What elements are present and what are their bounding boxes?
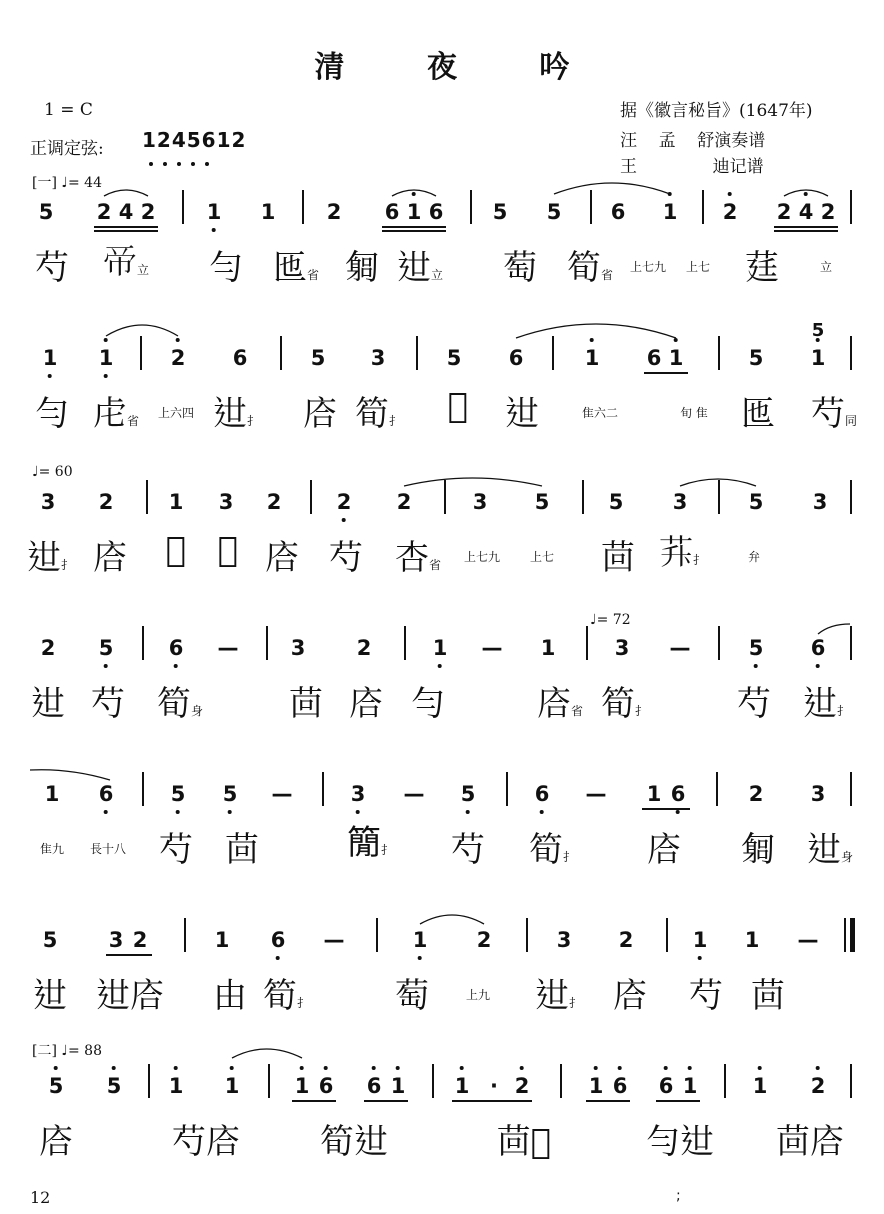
tablature-glyph: 𠣌: [165, 530, 187, 570]
tablature-glyph: 茴: [751, 976, 785, 1016]
tablature-glyph: 茴: [225, 830, 259, 870]
note: 2: [618, 928, 634, 952]
tablature-glyph: 勻: [411, 684, 445, 724]
note: 2: [326, 200, 342, 224]
note: 2: [396, 490, 412, 514]
note: 1: [683, 1074, 698, 1098]
tablature-glyph: 𨑬扌: [26, 538, 74, 578]
note: 5: [748, 490, 764, 514]
tablature-glyph: 匜: [741, 394, 775, 434]
note: 2: [266, 490, 282, 514]
tablature-glyph: 芍同: [810, 394, 858, 434]
tablature-glyph: 𢈈省: [536, 684, 584, 724]
tablature-glyph: 隹九: [39, 842, 65, 856]
tablature-glyph: 上七九: [463, 550, 501, 564]
note: 1: [693, 928, 708, 952]
tablature-glyph: 𢂇立: [102, 243, 150, 283]
note: 2: [98, 490, 114, 514]
stray-mark: ;: [676, 1188, 681, 1204]
note: 6: [384, 200, 400, 224]
note: 1: [391, 1074, 406, 1098]
note: 6: [671, 782, 686, 806]
note: —: [585, 782, 607, 806]
tablature-glyph: 勻𨑬: [646, 1122, 714, 1162]
tablature-glyph: 𢈈: [303, 394, 337, 434]
tablature-glyph: 𥳑扌: [346, 823, 394, 863]
tempo-marking: ♩= 72: [590, 612, 631, 628]
note: 5: [534, 490, 550, 514]
slur-marks: [30, 782, 854, 822]
note: 6: [610, 200, 626, 224]
tablature-glyph: 由: [213, 976, 247, 1016]
tablature-glyph: 茴𢈈: [776, 1122, 844, 1162]
tablature-glyph: 𨑬立: [396, 248, 444, 288]
note: 1: [811, 346, 826, 370]
tablature-glyph: 𨑬: [31, 684, 65, 724]
note: 6: [99, 782, 114, 806]
note: 2: [748, 782, 764, 806]
note: 6: [428, 200, 444, 224]
tablature-glyph: 芍: [91, 684, 125, 724]
tablature-glyph: 芍: [35, 248, 69, 288]
tablature-glyph: 茴𡊮: [496, 1122, 552, 1162]
staff-row-3: [26, 490, 854, 630]
tablature-glyph: 𨑬扌: [534, 976, 582, 1016]
tablature-glyph: 𦭊扌: [658, 533, 706, 573]
note: 5: [546, 200, 562, 224]
tablature-glyph: 芍: [689, 976, 723, 1016]
tablature-glyph: 芍: [329, 538, 363, 578]
tablature-glyph: 上七: [685, 260, 711, 274]
note: 3: [290, 636, 306, 660]
note: 3: [556, 928, 572, 952]
note: —: [217, 636, 239, 660]
note: 5: [38, 200, 54, 224]
tablature-glyph: 匔: [741, 830, 775, 870]
note: 3: [812, 490, 828, 514]
note: 1: [753, 1074, 768, 1098]
tuning-notes: 1245612: [142, 128, 247, 152]
note: 5: [748, 346, 764, 370]
tablature-glyph: 𨑬扌: [212, 394, 260, 434]
tablature-glyph: 𨑬: [505, 394, 539, 434]
note: 4: [118, 200, 134, 224]
tablature-glyph: 萄: [503, 248, 537, 288]
tablature-glyph: 𢈈: [349, 684, 383, 724]
section-label-1: [一]: [32, 175, 57, 191]
note: ·: [490, 1074, 498, 1098]
note: —: [797, 928, 819, 952]
note: 5: [492, 200, 508, 224]
slur-marks: [30, 346, 854, 386]
note: 2: [356, 636, 372, 660]
tablature-glyph: 弁: [747, 550, 761, 564]
note: 1: [407, 200, 422, 224]
note: 4: [799, 200, 814, 224]
note: 6: [169, 636, 184, 660]
note: 6: [535, 782, 550, 806]
slur-marks: [30, 928, 854, 968]
note: 3: [672, 490, 688, 514]
note: 2: [96, 200, 112, 224]
note: 6: [232, 346, 248, 370]
tablature-glyph: 𢈈: [39, 1122, 73, 1162]
page-number: 12: [30, 1188, 51, 1207]
tablature-glyph: 𢈈: [613, 976, 647, 1016]
piece-title: 清 夜 吟: [314, 50, 606, 85]
staff-row-7: [30, 1074, 854, 1214]
note: 6: [811, 636, 826, 660]
note: 2: [515, 1074, 530, 1098]
note: 1: [663, 200, 678, 224]
tablature-glyph: 筍身: [156, 684, 204, 724]
tablature-glyph: 𢈈: [647, 830, 681, 870]
note: —: [323, 928, 345, 952]
tablature-glyph: 立: [819, 260, 833, 274]
note: 6: [508, 346, 524, 370]
note: 1: [744, 928, 760, 952]
tablature-glyph: 茴: [289, 684, 323, 724]
tablature-glyph: 𨑬扌: [802, 684, 850, 724]
note: 1: [295, 1074, 310, 1098]
note: 5: [461, 782, 476, 806]
slur-marks: [30, 490, 854, 530]
note: 6: [319, 1074, 334, 1098]
note: 1: [669, 346, 684, 370]
tablature-glyph: 筍扌: [600, 684, 648, 724]
tempo-marking: ♩= 60: [32, 464, 73, 480]
note: 1: [455, 1074, 470, 1098]
slur-marks: [30, 200, 854, 240]
staff-row-4: [30, 636, 854, 776]
note: 1: [646, 782, 662, 806]
note: 5: [749, 636, 764, 660]
tablature-glyph: 筍𨑬: [320, 1122, 388, 1162]
note: 3: [472, 490, 488, 514]
tablature-glyph: 茴: [601, 538, 635, 578]
tablature-glyph: 上七九: [629, 260, 667, 274]
slur-marks: [30, 636, 854, 676]
tablature-glyph: 𧆞: [217, 530, 239, 570]
note: 2: [476, 928, 492, 952]
section-label-2: [二]: [32, 1043, 57, 1059]
tablature-glyph: 𢈈: [265, 538, 299, 578]
note: 3: [614, 636, 630, 660]
note: —: [271, 782, 293, 806]
tablature-glyph: 杏省: [394, 538, 442, 578]
note: 5: [107, 1074, 122, 1098]
source-note: 据《徽言秘旨》(1647年): [620, 101, 813, 121]
note: 1: [169, 1074, 184, 1098]
tablature-glyph: 勻: [35, 394, 69, 434]
note: —: [669, 636, 691, 660]
staff-row-5: [30, 782, 854, 922]
tablature-glyph: 筍扌: [354, 394, 402, 434]
tablature-glyph: 虍省: [92, 394, 140, 434]
tablature-glyph: 莛: [745, 248, 779, 288]
chord-note: 5: [811, 320, 825, 341]
staff-row-6: [30, 928, 854, 1068]
note: 2: [171, 346, 186, 370]
note: 1: [214, 928, 230, 952]
note: 5: [171, 782, 186, 806]
tablature-glyph: 𨑬: [33, 976, 67, 1016]
note: 6: [613, 1074, 628, 1098]
note: 2: [40, 636, 56, 660]
performer-credit: 汪 孟 舒演奏谱: [620, 131, 766, 151]
note: 5: [446, 346, 462, 370]
note: 6: [367, 1074, 382, 1098]
note: 1: [225, 1074, 240, 1098]
note: 1: [589, 1074, 604, 1098]
note: 5: [99, 636, 114, 660]
note: 1: [207, 200, 222, 224]
note: 1: [43, 346, 58, 370]
tablature-glyph: 匔: [345, 248, 379, 288]
note: 2: [776, 200, 792, 224]
tablature-glyph: 芍: [737, 684, 771, 724]
tablature-glyph: 匜省: [272, 248, 320, 288]
note: 5: [608, 490, 624, 514]
note: 1: [168, 490, 184, 514]
note: 3: [370, 346, 386, 370]
note: 3: [108, 928, 124, 952]
note: 2: [140, 200, 156, 224]
note: 2: [337, 490, 352, 514]
tablature-glyph: 𦬒: [447, 386, 469, 426]
tablature-glyph: 筍省: [566, 248, 614, 288]
tablature-glyph: 上七: [529, 550, 555, 564]
staff-row-1: [30, 200, 854, 340]
tablature-glyph: 芍𢈈: [172, 1122, 240, 1162]
tablature-glyph: 隹六二: [581, 406, 619, 420]
note: 3: [810, 782, 826, 806]
note: 5: [49, 1074, 64, 1098]
tablature-glyph: 勻: [209, 248, 243, 288]
tempo-marking: ♩= 88: [61, 1043, 102, 1059]
note: 2: [820, 200, 836, 224]
tablature-glyph: 𨑬身: [806, 830, 854, 870]
key-signature: 1 = C: [44, 100, 93, 120]
tempo-marking: ♩= 44: [61, 175, 102, 191]
note: 2: [811, 1074, 826, 1098]
note: 2: [723, 200, 738, 224]
note: 5: [310, 346, 326, 370]
note: 1: [413, 928, 428, 952]
transcriber-credit: 王 迪记谱: [620, 157, 764, 177]
note: 5: [42, 928, 58, 952]
tablature-glyph: 芍: [159, 830, 193, 870]
staff-row-2: [30, 320, 858, 486]
note: —: [481, 636, 503, 660]
note: 3: [351, 782, 366, 806]
tablature-glyph: 上九: [465, 988, 491, 1002]
note: 2: [132, 928, 148, 952]
tablature-glyph: 芍: [451, 830, 485, 870]
note: 6: [271, 928, 286, 952]
note: 3: [218, 490, 234, 514]
note: 1: [99, 346, 114, 370]
tablature-glyph: 長十八: [89, 842, 127, 856]
tuning-low-dots: [148, 152, 218, 158]
slur-marks: [30, 1074, 854, 1114]
tablature-glyph: 筍扌: [528, 830, 576, 870]
note: 1: [44, 782, 60, 806]
note: 1: [540, 636, 556, 660]
tablature-glyph: 筍扌: [262, 976, 310, 1016]
tuning-label: 正调定弦:: [30, 139, 104, 159]
note: 6: [646, 346, 662, 370]
tablature-glyph: 𢈈: [93, 538, 127, 578]
note: 6: [659, 1074, 674, 1098]
note: 3: [40, 490, 56, 514]
tablature-glyph: 旬 隹: [680, 406, 708, 420]
note: 1: [433, 636, 448, 660]
note: 5: [223, 782, 238, 806]
tablature-glyph: 𨑬𢈈: [96, 976, 164, 1016]
tablature-glyph: 上六四: [157, 406, 195, 420]
tablature-glyph: 萄: [395, 976, 429, 1016]
note: —: [403, 782, 425, 806]
note: 1: [260, 200, 276, 224]
note: 1: [585, 346, 600, 370]
